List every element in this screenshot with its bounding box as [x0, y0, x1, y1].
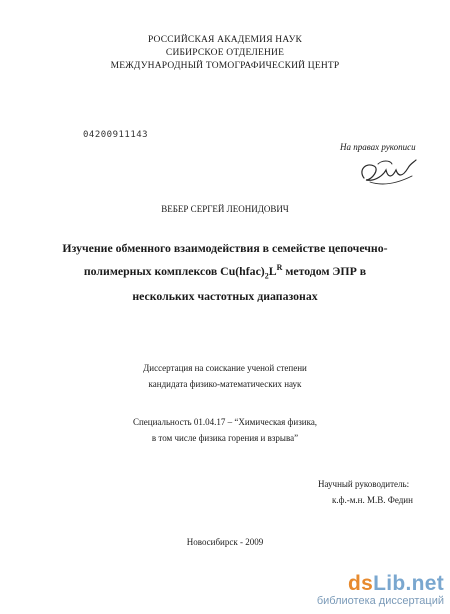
degree-line-1: Диссертация на соискание ученой степени — [143, 363, 307, 373]
scientific-advisor — [318, 476, 413, 508]
institution-header — [0, 34, 450, 73]
advisor-label: Научный руководитель: — [318, 479, 410, 489]
title-line-2-part-a: полимерных комплексов Cu(hfac) — [83, 263, 265, 278]
title-subscript: 2 — [264, 271, 269, 281]
handwritten-signature — [356, 156, 418, 190]
title-line-3: нескольких частотных диапазонах — [132, 289, 318, 304]
title-line-2-part-b: L — [268, 263, 277, 278]
dslib-logo: dsLib.net — [347, 572, 444, 595]
header-line-center: МЕЖДУНАРОДНЫЙ ТОМОГРАФИЧЕСКИЙ ЦЕНТР — [110, 61, 340, 71]
header-line-academy: РОССИЙСКАЯ АКАДЕМИЯ НАУК — [147, 35, 303, 45]
title-line-1: Изучение обменного взаимодействия в семействе цепочечно- — [62, 241, 388, 255]
dslib-watermark — [317, 573, 444, 608]
dissertation-title — [0, 238, 450, 306]
degree-statement — [0, 360, 450, 392]
advisor-name: к.ф.-м.н. М.В. Федин — [332, 495, 413, 505]
title-superscript: R — [276, 263, 283, 272]
specialty-line-2: в том числе физика горения и взрыва” — [151, 433, 299, 443]
document-code: 04200911143 — [83, 130, 149, 140]
degree-line-2: кандидата физико-математических наук — [148, 379, 302, 389]
specialty-statement — [0, 414, 450, 446]
specialty-line-1: Специальность 01.04.17 – “Химическая физика, — [132, 417, 318, 427]
city-year: Новосибирск - 2009 — [186, 537, 264, 547]
rights-note: На правах рукописи — [340, 142, 416, 152]
title-line-2-part-c: методом ЭПР в — [282, 263, 367, 278]
title-line-2 — [0, 258, 450, 286]
dslib-tagline: библиотека диссертаций — [316, 595, 444, 607]
author-name: ВЕБЕР СЕРГЕЙ ЛЕОНИДОВИЧ — [161, 204, 289, 214]
header-line-branch: СИБИРСКОЕ ОТДЕЛЕНИЕ — [165, 48, 285, 58]
